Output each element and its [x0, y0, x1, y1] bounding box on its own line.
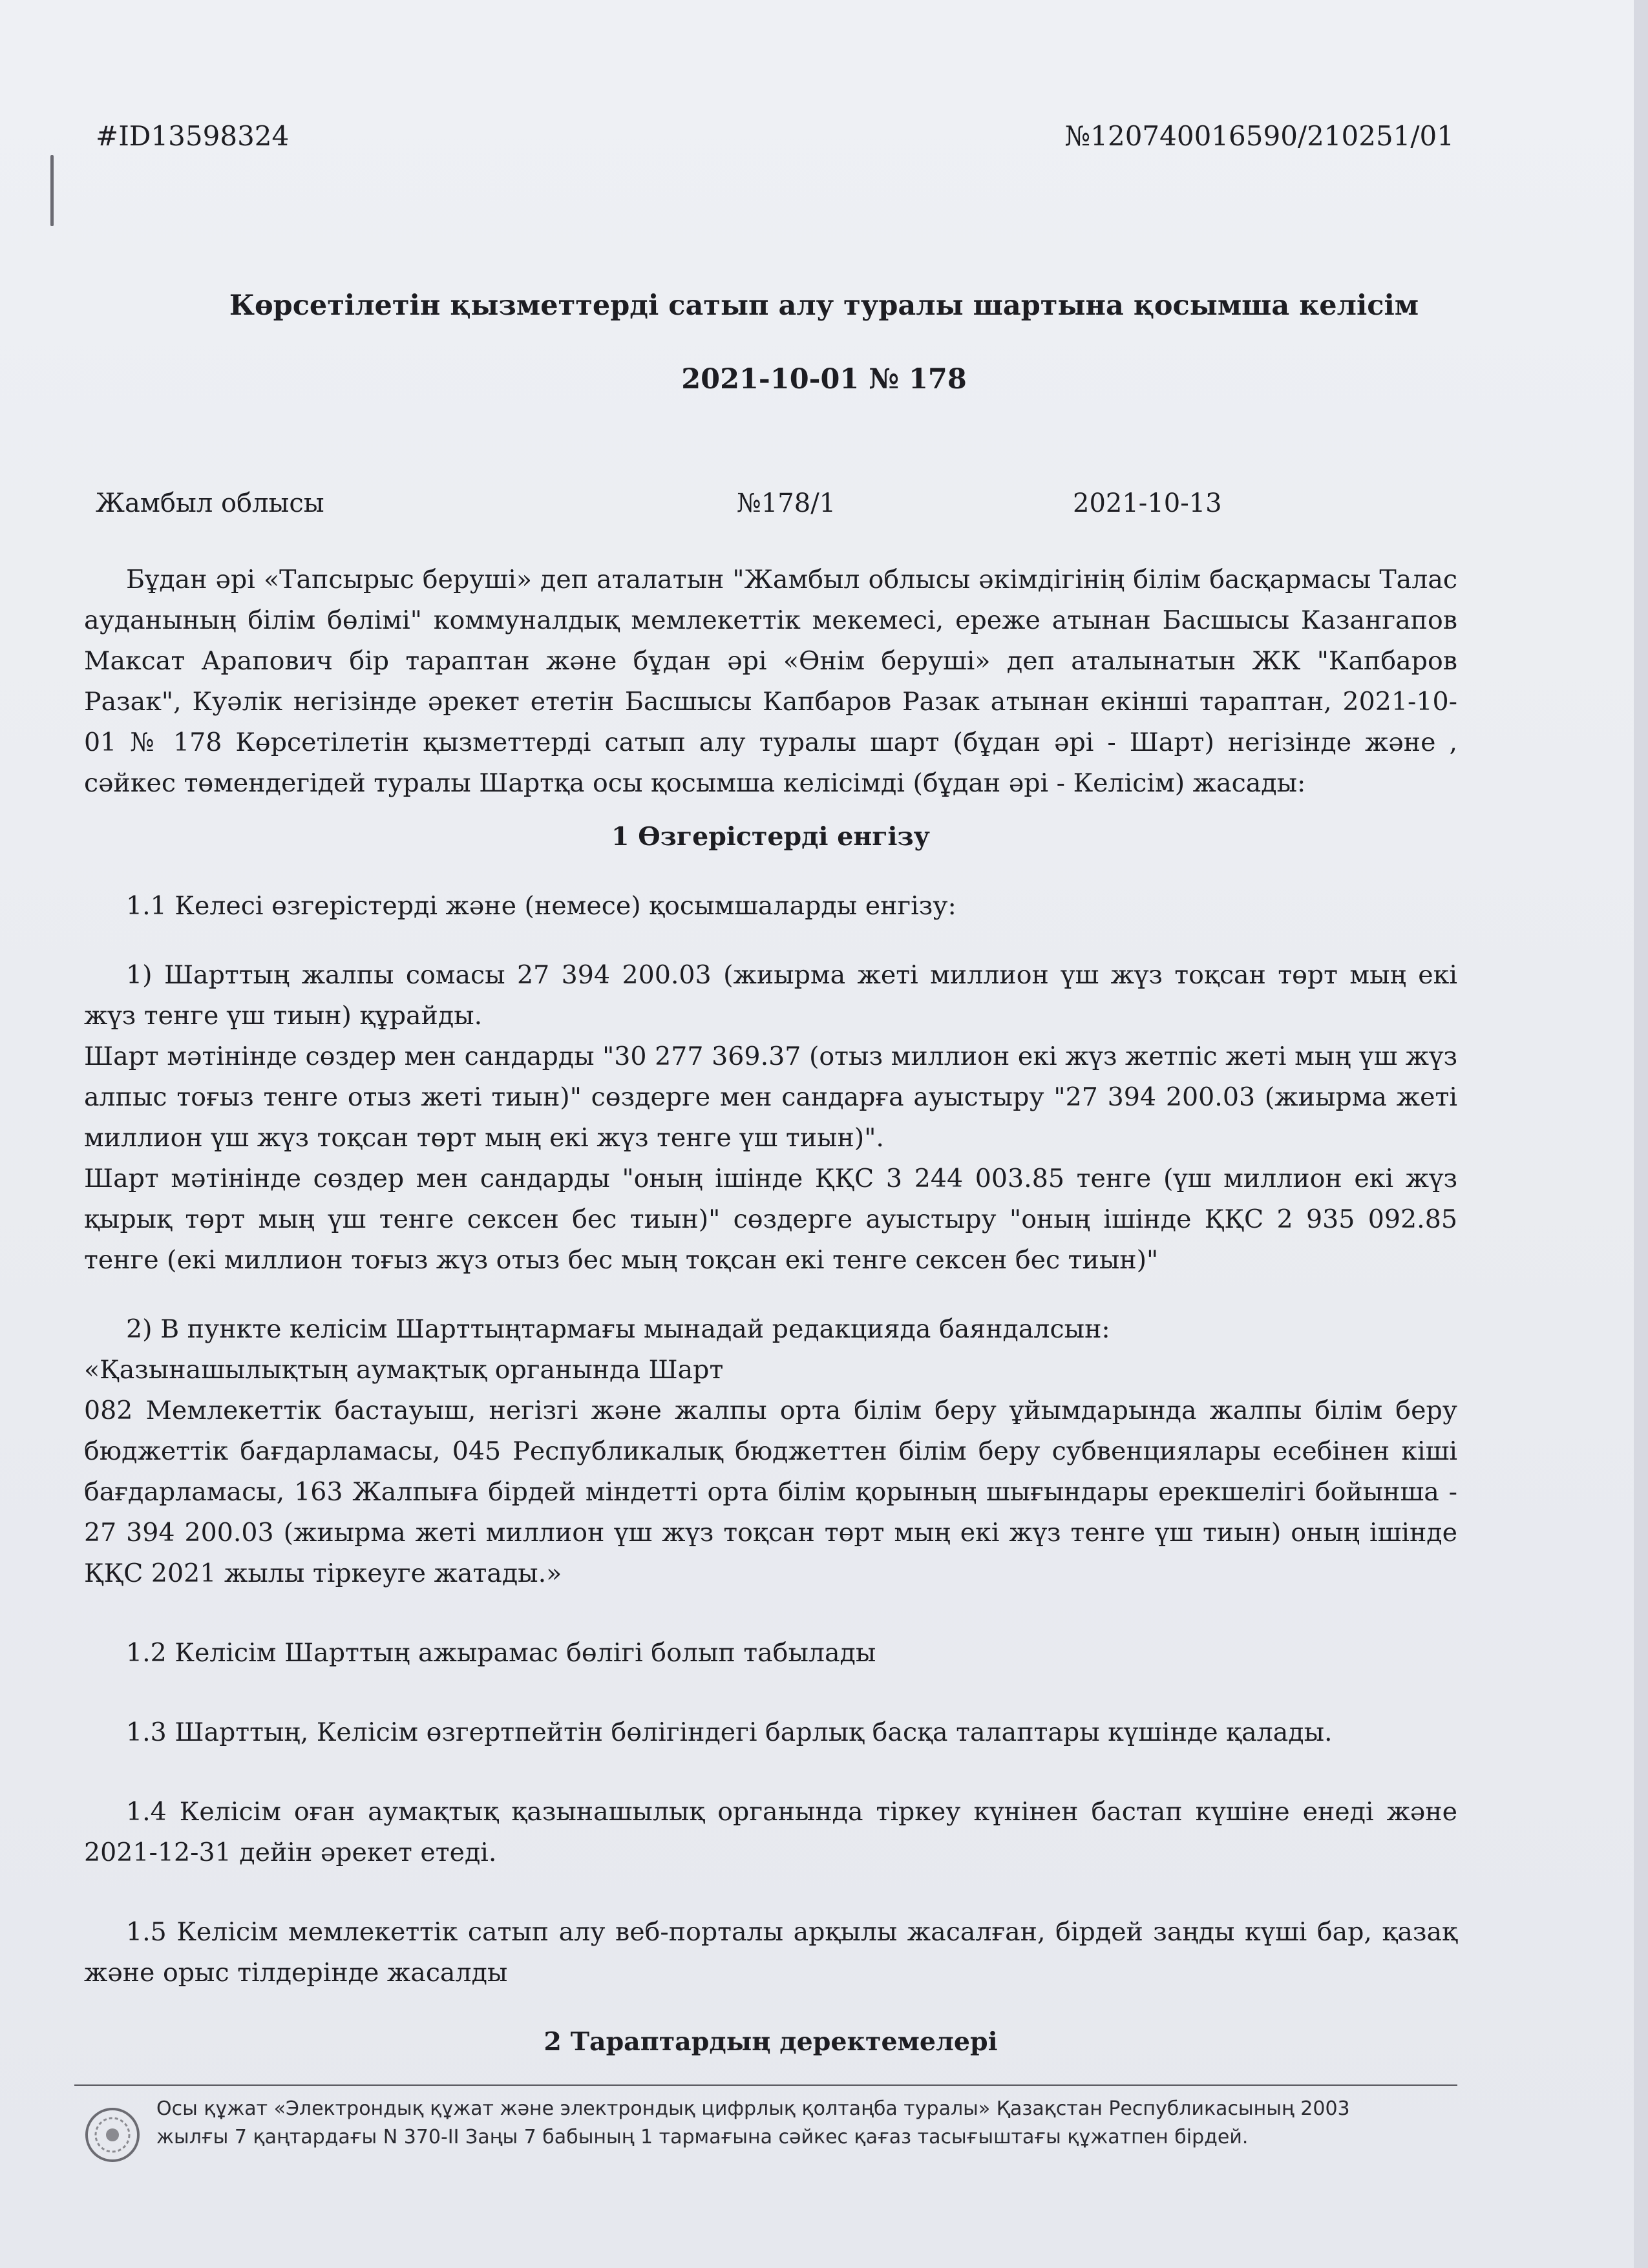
clause-1-item-1-a: Шарт мәтінінде сөздер мен сандарды "30 277 369.37 (отыз миллион екі жүз жетпіс жеті мың үш жүз алпыс тоғыз тенге отыз жеті тиын)" сөздерге мен сандарға ауыстыру "27 394 200.03 (жиырма жеті миллион үш жүз тоқсан төрт мың екі жүз тенге үш тиын)". — [84, 1042, 1457, 1153]
clause-1-1: 1.1 Келесі өзгерістерді және (немесе) қосымшаларды енгізу: — [126, 891, 956, 921]
section-1-heading: 1 Өзгерістерді енгізу — [611, 822, 930, 852]
paper-fold-mark — [50, 155, 54, 226]
clause-1-item-2-quote-1: «Қазынашылықтың аумақтық органында Шарт — [84, 1355, 724, 1385]
document-subtitle: 2021-10-01 № 178 — [681, 363, 967, 395]
clause-1-2: 1.2 Келісім Шарттың ажырамас бөлігі болып табылады — [126, 1638, 876, 1668]
footer-divider — [74, 2084, 1457, 2086]
emblem-seal-icon — [83, 2105, 142, 2165]
meta-region: Жамбыл облысы — [96, 488, 324, 518]
meta-number: №178/1 — [737, 488, 836, 518]
section-2-heading: 2 Тараптардың деректемелері — [544, 2027, 998, 2057]
clause-1-3: 1.3 Шарттың, Келісім өзгертпейтін бөлігіндегі барлық басқа талаптары күшінде қалады. — [126, 1717, 1333, 1747]
document-body — [84, 560, 1457, 2063]
intro-paragraph: Бұдан әрі «Тапсырыс беруші» деп аталатын "Жамбыл облысы әкімдігінің білім басқармасы Талас ауданының білім бөлімі" коммуналдық мемлекеттік мекемесі, ереже атынан Басшысы Казангапов Максат Арапович бір тараптан және бұдан әрі «Өнім беруші» деп аталынатын ЖК "Капбаров Разак", Куәлік негізінде әрекет ететін Басшысы Капбаров Разак атынан екінші тараптан, 2021-10-01 № 178 Көрсетілетін қызметтерді сатып алу туралы шарт (бұдан әрі - Шарт) негізінде және , сәйкес төмендегідей туралы Шартқа осы қосымша келісімді (бұдан әрі - Келісім) жасады: — [84, 565, 1457, 798]
footer-legal-note: Осы құжат «Электрондық құжат және электрондық цифрлық қолтаңба туралы» Қазақстан Республикасының 2003 жылғы 7 қаңтардағы N 370-II Заңы 7 бабының 1 тармағына сәйкес қағаз тасығыштағы құжатпен бірдей. — [156, 2097, 1350, 2148]
clause-1-5: 1.5 Келісім мемлекеттік сатып алу веб-порталы арқылы жасалған, бірдей заңды күші бар, қазақ және орыс тілдерінде жасалды — [84, 1917, 1457, 1988]
document-id: #ID13598324 — [96, 120, 290, 152]
meta-date: 2021-10-13 — [1073, 488, 1222, 518]
document-title: Көрсетілетін қызметтерді сатып алу туралы шартына қосымша келісім — [229, 289, 1419, 322]
clause-1-item-1: 1) Шарттың жалпы сомасы 27 394 200.03 (жиырма жеті миллион үш жүз тоқсан төрт мың екі жүз тенге үш тиын) құрайды. — [84, 960, 1457, 1031]
paper-edge — [1634, 0, 1648, 2268]
clause-1-4: 1.4 Келісім оған аумақтық қазынашылық органында тіркеу күнінен бастап күшіне енеді және 2021-12-31 дейін әрекет етеді. — [84, 1797, 1457, 1867]
registration-number: №120740016590/210251/01 — [1064, 120, 1454, 152]
clause-1-item-2-quote-2: 082 Мемлекеттік бастауыш, негізгі және жалпы орта білім беру ұйымдарында жалпы білім беру бюджеттік бағдарламасы, 045 Республикалық бюджеттен білім беру субвенциялары есебінен кіші бағдарламасы, 163 Жалпыға бірдей міндетті орта білім қорының шығындары ерекшелігі бойынша - 27 394 200.03 (жиырма жеті миллион үш жүз тоқсан төрт мың екі жүз тенге үш тиын) оның ішінде ҚҚС 2021 жылы тіркеуге жатады.» — [84, 1396, 1457, 1588]
clause-1-item-2: 2) В пункте келісім Шарттыңтармағы мынадай редакцияда баяндалсын: — [126, 1314, 1110, 1344]
clause-1-item-1-b: Шарт мәтінінде сөздер мен сандарды "оның ішінде ҚҚС 3 244 003.85 тенге (үш миллион екі жүз қырық төрт мың үш тенге сексен бес тиын)" сөздерге ауыстыру "оның ішінде ҚҚС 2 935 092.85 тенге (екі миллион тоғыз жүз отыз бес мың тоқсан екі тенге сексен бес тиын)" — [84, 1164, 1457, 1275]
